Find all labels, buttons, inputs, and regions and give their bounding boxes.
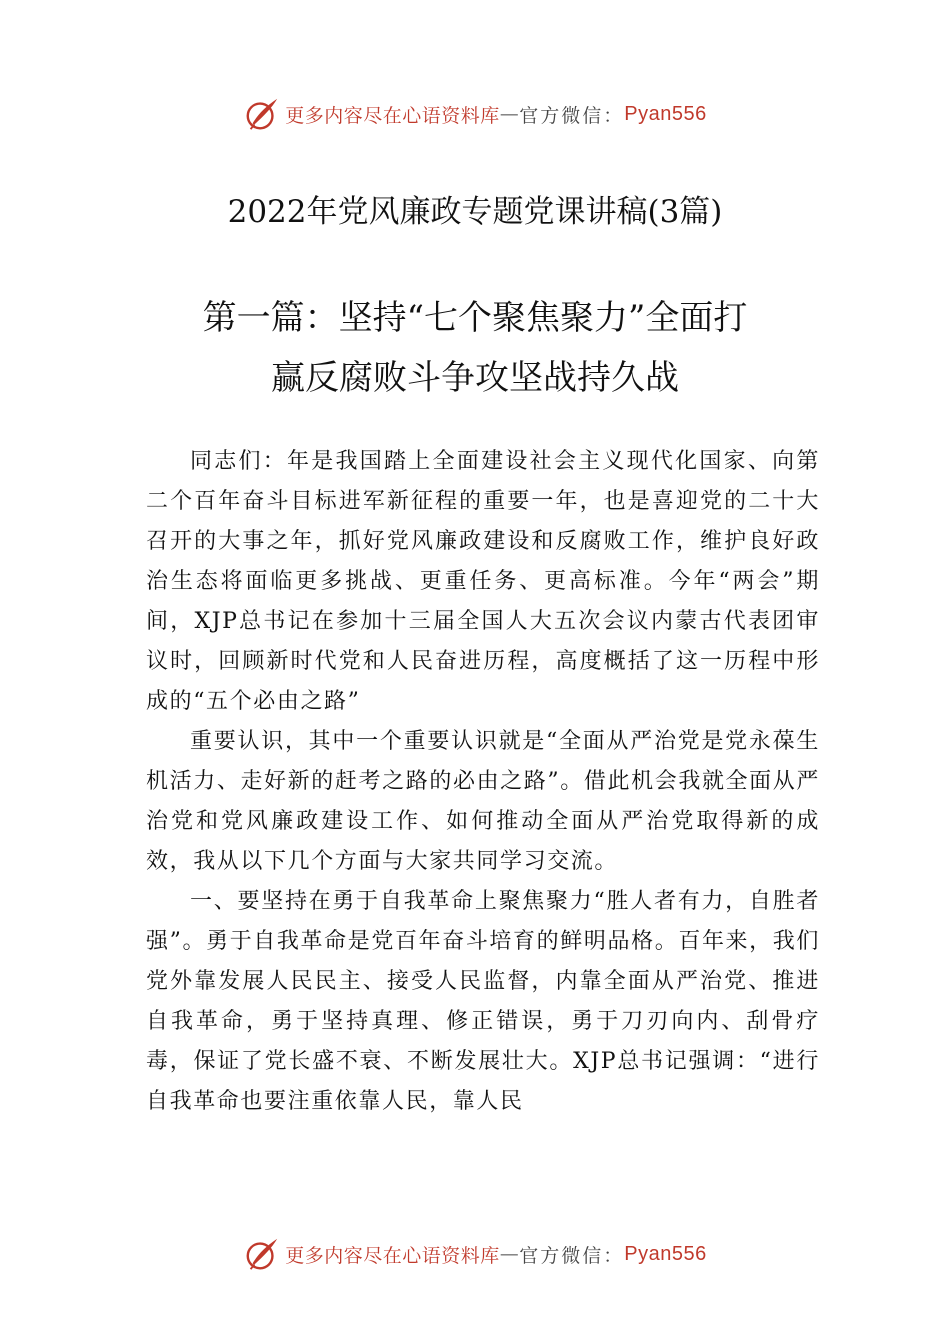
watermark-wechat-label: 官方微信： [519,104,625,127]
body-paragraph-3: 一、要坚持在勇于自我革命上聚焦聚力“胜人者有力，自胜者强”。勇于自我革命是党百年奋斗培育的鲜明品格。百年来，我们党外靠发展人民民主、接受人民监督，内靠全面从严治党、推进自我革命，勇于坚持真理、修正错误，勇于刀刃向内、刮骨疗毒，保证了党长盛不衰、不断发展壮大。XJP总书记强调：“进行自我革命也要注重依靠人民，靠人民 [146,889,820,1114]
quill-pen-logo-icon [243,1235,281,1273]
watermark-lead-text: 更多内容尽在心语资料库 [285,1244,500,1267]
watermark-wechat-label: 官方微信： [519,1244,625,1267]
watermark-wechat-id: Pyan556 [624,1242,707,1265]
watermark-lead-text: 更多内容尽在心语资料库 [285,104,500,127]
body-paragraph-2: 重要认识，其中一个重要认识就是“全面从严治党是党永葆生机活力、走好新的赶考之路的必由之路”。借此机会我就全面从严治党和党风廉政建设工作、如何推动全面从严治党取得新的成效，我从以下几个方面与大家共同学习交流。 [146,729,820,874]
body-paragraph-1: 同志们：年是我国踏上全面建设社会主义现代化国家、向第二个百年奋斗目标进军新征程的重要一年，也是喜迎党的二十大召开的大事之年，抓好党风廉政建设和反腐败工作，维护良好政治生态将面临更多挑战、更重任务、更高标准。今年“两会”期间，XJP总书记在参加十三届全国人大五次会议内蒙古代表团审议时，回顾新时代党和人民奋进历程，高度概括了这一历程中形成的“五个必由之路” [146,449,820,714]
subtitle-line-1: 第一篇：坚持“七个聚焦聚力”全面打 [202,298,748,338]
quill-pen-logo-icon [243,95,281,133]
subtitle-line-2: 赢反腐败斗争攻坚战持久战 [271,358,679,398]
document-title: 2022年党风廉政专题党课讲稿(3篇) [227,194,723,230]
watermark-banner-bottom [0,1234,950,1274]
watermark-wechat-id: Pyan556 [624,102,707,125]
watermark-dash: — [499,103,520,125]
watermark-dash: — [499,1243,520,1265]
document-body [146,442,820,1122]
watermark-banner-top [0,94,950,134]
section-subtitle [0,288,950,408]
